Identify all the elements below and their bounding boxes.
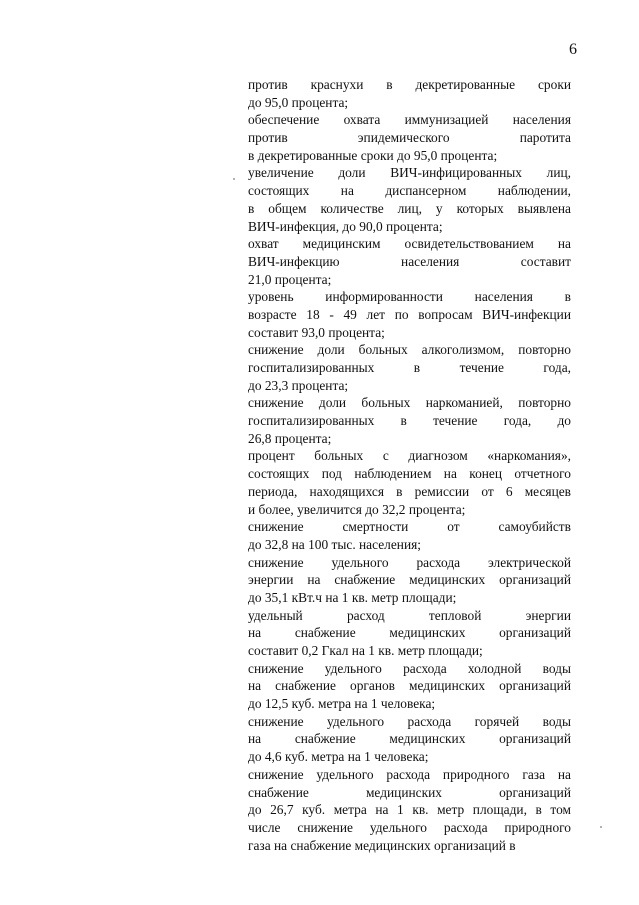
text-line: снабжение медицинских организаций bbox=[248, 784, 571, 800]
text-line: до 23,3 процента; bbox=[248, 377, 349, 393]
text-line: снижение доли больных наркоманией, повторно bbox=[248, 395, 571, 411]
text-line: на снабжение медицинских организаций bbox=[248, 625, 571, 641]
list-item bbox=[248, 518, 571, 553]
list-item bbox=[248, 660, 571, 713]
text-line: состоящих под наблюдением на конец отчетного bbox=[248, 466, 571, 482]
text-line: госпитализированных в течение года, до bbox=[248, 413, 571, 429]
text-line: процент больных с диагнозом «наркомания», bbox=[248, 448, 571, 464]
text-line: госпитализированных в течение года, bbox=[248, 360, 571, 375]
list-item bbox=[248, 111, 571, 164]
text-line: и более, увеличится до 32,2 процента; bbox=[248, 501, 466, 517]
document-body bbox=[248, 76, 571, 854]
list-item bbox=[248, 76, 571, 111]
text-line: снижение удельного расхода холодной воды bbox=[248, 660, 571, 676]
text-line: периода, находящихся в ремиссии от 6 месяцев bbox=[248, 483, 571, 499]
list-item bbox=[248, 394, 571, 447]
list-item bbox=[248, 554, 571, 607]
text-line: снижение смертности от самоубийств bbox=[248, 519, 571, 535]
text-line: 26,8 процента; bbox=[248, 430, 332, 446]
text-line: до 95,0 процента; bbox=[248, 94, 349, 110]
text-line: охват медицинским освидетельствованием на bbox=[248, 236, 571, 252]
scan-speck bbox=[600, 826, 602, 828]
list-item bbox=[248, 288, 571, 341]
text-line: увеличение доли ВИЧ-инфицированных лиц, bbox=[248, 165, 571, 181]
list-item bbox=[248, 235, 571, 288]
text-line: снижение удельного расхода электрической bbox=[248, 554, 571, 570]
text-line: удельный расход тепловой энергии bbox=[248, 607, 571, 623]
text-line: снижение удельного расхода горячей воды bbox=[248, 713, 571, 729]
text-line: газа на снабжение медицинских организаций в bbox=[248, 837, 516, 853]
list-item bbox=[248, 766, 571, 854]
text-line: до 35,1 кВт.ч на 1 кв. метр площади; bbox=[248, 589, 457, 605]
text-line: в общем количестве лиц, у которых выявлена bbox=[248, 200, 571, 216]
text-line: снижение удельного расхода природного газа на bbox=[248, 766, 571, 782]
text-line: уровень информированности населения в bbox=[248, 289, 571, 305]
text-line: энергии на снабжение медицинских организаций bbox=[248, 572, 571, 588]
text-line: возрасте 18 - 49 лет по вопросам ВИЧ-инфекции bbox=[248, 306, 571, 322]
text-line: до 12,5 куб. метра на 1 человека; bbox=[248, 696, 436, 712]
list-item bbox=[248, 447, 571, 518]
text-line: до 26,7 куб. метра на 1 кв. метр площади, в том bbox=[248, 802, 571, 818]
text-line: состоящих на диспансерном наблюдении, bbox=[248, 183, 571, 199]
text-line: на снабжение органов медицинских организаций bbox=[248, 678, 571, 694]
list-item bbox=[248, 607, 571, 660]
scan-speck bbox=[233, 178, 235, 180]
text-line: на снабжение медицинских организаций bbox=[248, 731, 571, 747]
text-line: составит 0,2 Гкал на 1 кв. метр площади; bbox=[248, 643, 483, 658]
list-item bbox=[248, 341, 571, 394]
text-line: до 4,6 куб. метра на 1 человека; bbox=[248, 749, 429, 765]
text-line: снижение доли больных алкоголизмом, повторно bbox=[248, 342, 571, 358]
text-line: 21,0 процента; bbox=[248, 271, 332, 287]
text-line: в декретированные сроки до 95,0 процента; bbox=[248, 147, 498, 163]
text-line: составит 93,0 процента; bbox=[248, 324, 385, 340]
text-line: ВИЧ-инфекция, до 90,0 процента; bbox=[248, 218, 443, 234]
text-line: обеспечение охвата иммунизацией населения bbox=[248, 112, 571, 128]
text-line: ВИЧ-инфекцию населения составит bbox=[248, 253, 571, 269]
list-item bbox=[248, 164, 571, 235]
text-line: против краснухи в декретированные сроки bbox=[248, 77, 571, 92]
text-line: до 32,8 на 100 тыс. населения; bbox=[248, 536, 422, 552]
list-item bbox=[248, 713, 571, 766]
page-number: 6 bbox=[569, 41, 577, 58]
text-line: числе снижение удельного расхода природного bbox=[248, 819, 571, 835]
text-line: против эпидемического паротита bbox=[248, 130, 571, 146]
